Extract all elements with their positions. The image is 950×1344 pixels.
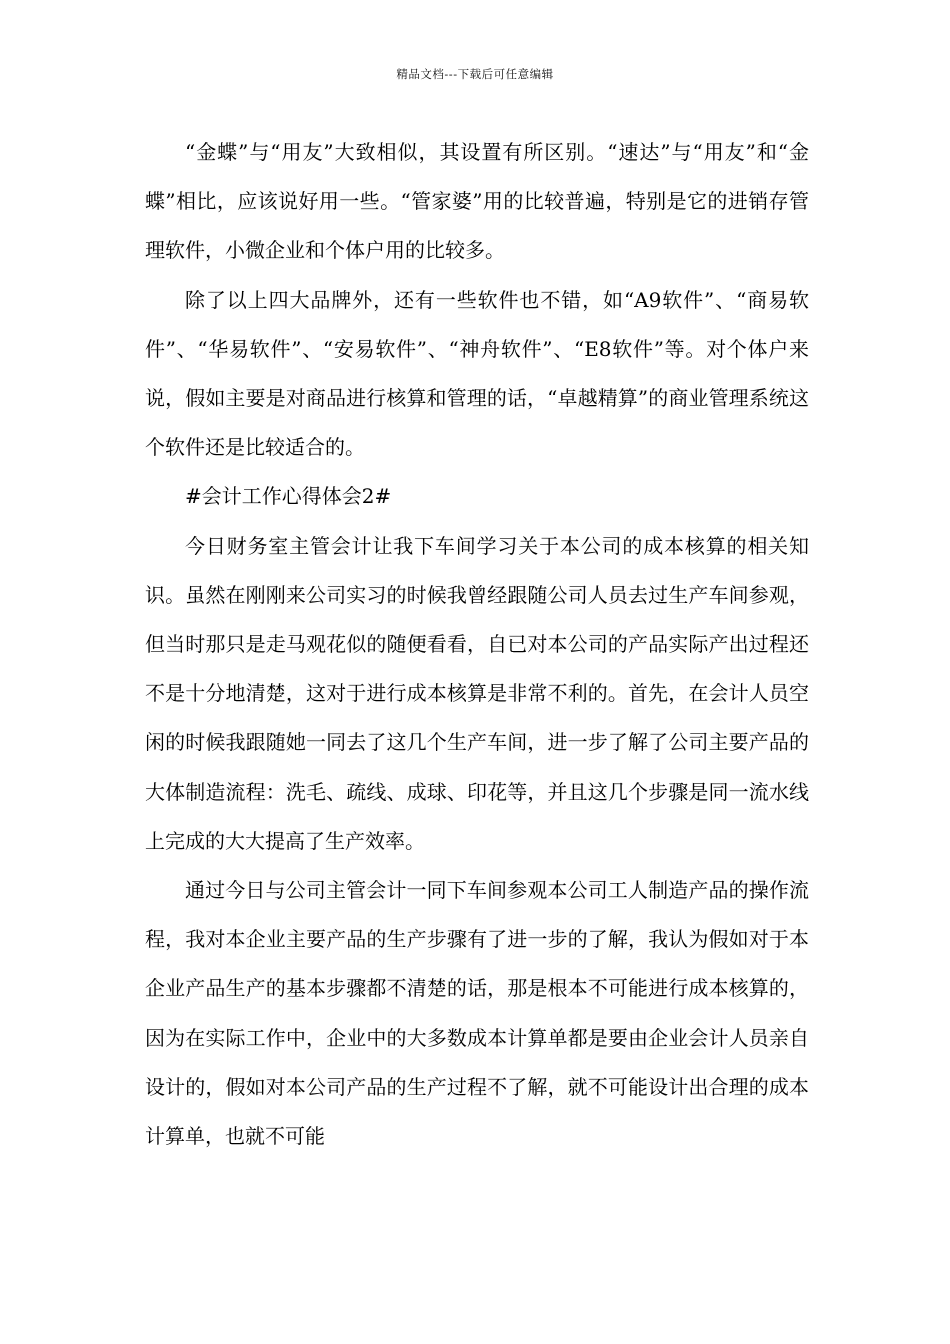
page-header: 精品文档---下载后可任意编辑 bbox=[396, 67, 554, 81]
paragraph-workshop-visit: 今日财务室主管会计让我下车间学习关于本公司的成本核算的相关知识。虽然在刚刚来公司实习的时候我曾经跟随公司人员去过生产车间参观，但当时那只是走马观花似的随便看看，自已对本公司的产品实际产出过程还不是十分地清楚，这对于进行成本核算是非常不利的。首先，在会计人员空闲的时候我跟随她一同去了这几个生产车间，进一步了解了公司主要产品的大体制造流程：洗毛、疏线、成球、印花等，并且这几个步骤是同一流水线上完成的大大提高了生产效率。 bbox=[145, 533, 809, 853]
document-body bbox=[145, 128, 809, 1161]
paragraph-cost-accounting: 通过今日与公司主管会计一同下车间参观本公司工人制造产品的操作流程，我对本企业主要产品的生产步骤有了进一步的了解，我认为假如对于本企业产品生产的基本步骤都不清楚的话，那是根本不可能进行成本核算的，因为在实际工作中，企业中的大多数成本计算单都是要由企业会计人员亲自设计的，假如对本公司产品的生产过程不了解，就不可能设计出合理的成本计算单，也就不可能 bbox=[145, 878, 809, 1149]
paragraph-other-software: 除了以上四大品牌外，还有一些软件也不错，如“A9软件”、“商易软件”、“华易软件”、“安易软件”、“神舟软件”、“E8软件”等。对个体户来说，假如主要是对商品进行核算和管理的话，“卓越精算”的商业管理系统这个软件还是比较适合的。 bbox=[145, 287, 809, 460]
section-heading: #会计工作心得体会2# bbox=[185, 484, 392, 509]
paragraph-software-comparison: “金蝶”与“用友”大致相似，其设置有所区别。“速达”与“用友”和“金蝶”相比，应该说好用一些。“管家婆”用的比较普遍，特别是它的进销存管理软件，小微企业和个体户用的比较多。 bbox=[145, 140, 809, 263]
